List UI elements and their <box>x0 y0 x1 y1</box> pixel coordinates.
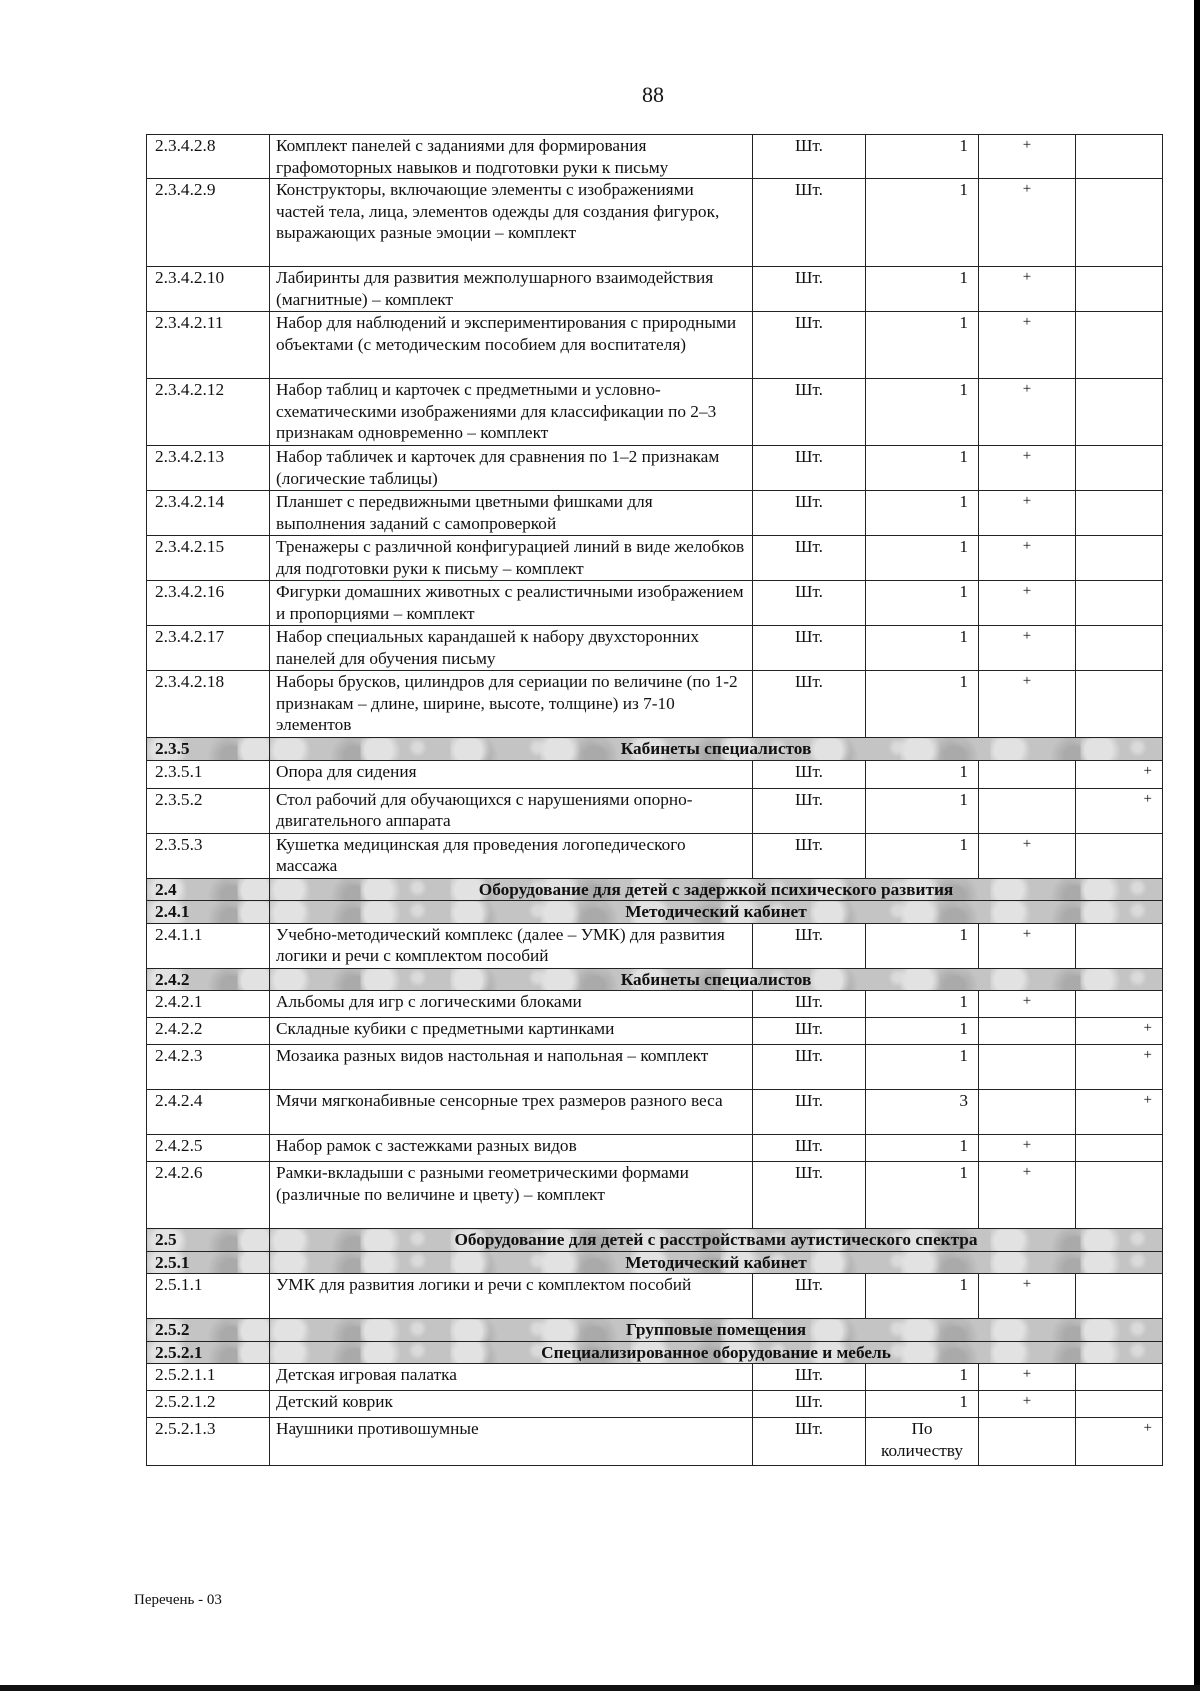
item-code: 2.3.4.2.12 <box>147 379 270 446</box>
item-unit: Шт. <box>753 671 866 738</box>
mark-column-1: + <box>979 671 1076 738</box>
item-code: 2.5.1.1 <box>147 1274 270 1319</box>
mark-column-2 <box>1076 833 1163 878</box>
item-unit: Шт. <box>753 312 866 379</box>
mark-column-2 <box>1076 1274 1163 1319</box>
table-row <box>147 1018 1163 1045</box>
mark-column-1 <box>979 760 1076 788</box>
item-code: 2.3.4.2.14 <box>147 491 270 536</box>
item-code: 2.3.4.2.9 <box>147 179 270 267</box>
mark-column-1: + <box>979 179 1076 267</box>
item-code: 2.3.5.3 <box>147 833 270 878</box>
section-title: Кабинеты специалистов <box>270 968 1163 991</box>
item-quantity: 1 <box>866 536 979 581</box>
section-code: 2.4 <box>147 878 270 901</box>
item-code: 2.5.2.1.2 <box>147 1391 270 1418</box>
section-title: Групповые помещения <box>270 1319 1163 1342</box>
mark-column-2 <box>1076 491 1163 536</box>
item-name: Набор специальных карандашей к набору двухсторонних панелей для обучения письму <box>270 626 753 671</box>
mark-column-2: + <box>1076 760 1163 788</box>
table-row <box>147 1135 1163 1162</box>
item-unit: Шт. <box>753 1135 866 1162</box>
item-quantity: 1 <box>866 760 979 788</box>
item-code: 2.3.4.2.15 <box>147 536 270 581</box>
item-unit: Шт. <box>753 135 866 179</box>
item-name: Планшет с передвижными цветными фишками для выполнения заданий с самопроверкой <box>270 491 753 536</box>
item-quantity: 1 <box>866 1135 979 1162</box>
item-code: 2.4.2.4 <box>147 1090 270 1135</box>
table-row <box>147 1274 1163 1319</box>
item-name: Лабиринты для развития межполушарного взаимодействия (магнитные) – комплект <box>270 267 753 312</box>
item-unit: Шт. <box>753 833 866 878</box>
table-row <box>147 179 1163 267</box>
item-unit: Шт. <box>753 1162 866 1229</box>
table-row <box>147 1090 1163 1135</box>
mark-column-1: + <box>979 991 1076 1018</box>
table-row <box>147 1045 1163 1090</box>
mark-column-2 <box>1076 536 1163 581</box>
item-code: 2.3.4.2.18 <box>147 671 270 738</box>
mark-column-1 <box>979 1418 1076 1466</box>
item-code: 2.4.2.2 <box>147 1018 270 1045</box>
table-row <box>147 1391 1163 1418</box>
item-quantity: 1 <box>866 491 979 536</box>
item-quantity: 3 <box>866 1090 979 1135</box>
item-name: Наборы брусков, цилиндров для сериации по величине (по 1-2 признакам – длине, ширине, высоте, толщине) из 7-10 элементов <box>270 671 753 738</box>
document-footer: Перечень - 03 <box>134 1592 222 1608</box>
table-row <box>147 312 1163 379</box>
table-row <box>147 491 1163 536</box>
item-code: 2.5.2.1.3 <box>147 1418 270 1466</box>
mark-column-2 <box>1076 1135 1163 1162</box>
item-name: Набор таблиц и карточек с предметными и условно-схематическими изображениями для классификации по 2–3 признакам одновременно – комплект <box>270 379 753 446</box>
mark-column-2: + <box>1076 1418 1163 1466</box>
mark-column-1: + <box>979 626 1076 671</box>
item-unit: Шт. <box>753 446 866 491</box>
item-quantity: По количеству <box>866 1418 979 1466</box>
mark-column-1 <box>979 1045 1076 1090</box>
section-code: 2.3.5 <box>147 738 270 761</box>
mark-column-2 <box>1076 179 1163 267</box>
mark-column-1 <box>979 1090 1076 1135</box>
item-unit: Шт. <box>753 1018 866 1045</box>
mark-column-1: + <box>979 833 1076 878</box>
item-name: Складные кубики с предметными картинками <box>270 1018 753 1045</box>
mark-column-1: + <box>979 491 1076 536</box>
item-name: Конструкторы, включающие элементы с изображениями частей тела, лица, элементов одежды для создания фигурок, выражающих разные эмоции – комплект <box>270 179 753 267</box>
item-unit: Шт. <box>753 1418 866 1466</box>
mark-column-2: + <box>1076 1090 1163 1135</box>
table-row <box>147 379 1163 446</box>
mark-column-1: + <box>979 1364 1076 1391</box>
item-quantity: 1 <box>866 1391 979 1418</box>
item-quantity: 1 <box>866 179 979 267</box>
section-row <box>147 1319 1163 1342</box>
mark-column-2 <box>1076 446 1163 491</box>
item-code: 2.3.4.2.8 <box>147 135 270 179</box>
item-unit: Шт. <box>753 267 866 312</box>
mark-column-1 <box>979 1018 1076 1045</box>
section-code: 2.5 <box>147 1229 270 1252</box>
item-code: 2.3.4.2.16 <box>147 581 270 626</box>
section-title: Методический кабинет <box>270 1251 1163 1274</box>
section-row <box>147 878 1163 901</box>
item-name: Опора для сидения <box>270 760 753 788</box>
item-quantity: 1 <box>866 626 979 671</box>
table-row <box>147 536 1163 581</box>
mark-column-1: + <box>979 312 1076 379</box>
section-code: 2.5.1 <box>147 1251 270 1274</box>
item-unit: Шт. <box>753 536 866 581</box>
item-unit: Шт. <box>753 179 866 267</box>
section-row <box>147 1341 1163 1364</box>
mark-column-1: + <box>979 1135 1076 1162</box>
item-unit: Шт. <box>753 1090 866 1135</box>
mark-column-2 <box>1076 379 1163 446</box>
item-quantity: 1 <box>866 671 979 738</box>
section-code: 2.4.2 <box>147 968 270 991</box>
mark-column-1: + <box>979 1162 1076 1229</box>
item-quantity: 1 <box>866 1045 979 1090</box>
item-quantity: 1 <box>866 833 979 878</box>
item-name: УМК для развития логики и речи с комплектом пособий <box>270 1274 753 1319</box>
item-name: Фигурки домашних животных с реалистичными изображением и пропорциями – комплект <box>270 581 753 626</box>
item-unit: Шт. <box>753 581 866 626</box>
item-code: 2.4.2.5 <box>147 1135 270 1162</box>
mark-column-2 <box>1076 991 1163 1018</box>
item-quantity: 1 <box>866 135 979 179</box>
mark-column-1: + <box>979 267 1076 312</box>
item-name: Наушники противошумные <box>270 1418 753 1466</box>
section-title: Методический кабинет <box>270 901 1163 924</box>
item-quantity: 1 <box>866 788 979 833</box>
section-row <box>147 901 1163 924</box>
item-unit: Шт. <box>753 760 866 788</box>
table-row <box>147 581 1163 626</box>
mark-column-1: + <box>979 536 1076 581</box>
mark-column-2 <box>1076 923 1163 968</box>
item-quantity: 1 <box>866 379 979 446</box>
item-unit: Шт. <box>753 788 866 833</box>
mark-column-2: + <box>1076 788 1163 833</box>
item-unit: Шт. <box>753 379 866 446</box>
mark-column-2 <box>1076 1391 1163 1418</box>
mark-column-1: + <box>979 1391 1076 1418</box>
mark-column-2 <box>1076 1364 1163 1391</box>
item-unit: Шт. <box>753 1274 866 1319</box>
item-code: 2.3.5.2 <box>147 788 270 833</box>
mark-column-2: + <box>1076 1018 1163 1045</box>
item-name: Комплект панелей с заданиями для формирования графомоторных навыков и подготовки руки к письму <box>270 135 753 179</box>
mark-column-1: + <box>979 379 1076 446</box>
table-row <box>147 788 1163 833</box>
item-unit: Шт. <box>753 491 866 536</box>
item-code: 2.5.2.1.1 <box>147 1364 270 1391</box>
item-quantity: 1 <box>866 1274 979 1319</box>
item-name: Детская игровая палатка <box>270 1364 753 1391</box>
mark-column-1: + <box>979 923 1076 968</box>
section-title: Оборудование для детей с задержкой психического развития <box>270 878 1163 901</box>
section-row <box>147 738 1163 761</box>
item-name: Стол рабочий для обучающихся с нарушениями опорно-двигательного аппарата <box>270 788 753 833</box>
item-quantity: 1 <box>866 1018 979 1045</box>
item-code: 2.4.2.6 <box>147 1162 270 1229</box>
item-quantity: 1 <box>866 446 979 491</box>
scan-edge-bottom <box>0 1685 1200 1691</box>
item-code: 2.4.1.1 <box>147 923 270 968</box>
section-code: 2.5.2 <box>147 1319 270 1342</box>
scan-edge <box>1194 0 1200 1691</box>
table-row <box>147 267 1163 312</box>
item-unit: Шт. <box>753 1045 866 1090</box>
item-name: Набор табличек и карточек для сравнения по 1–2 признакам (логические таблицы) <box>270 446 753 491</box>
section-code: 2.5.2.1 <box>147 1341 270 1364</box>
item-unit: Шт. <box>753 923 866 968</box>
mark-column-2: + <box>1076 1045 1163 1090</box>
item-name: Учебно-методический комплекс (далее – УМК) для развития логики и речи с комплектом пособий <box>270 923 753 968</box>
mark-column-2 <box>1076 1162 1163 1229</box>
item-quantity: 1 <box>866 923 979 968</box>
table-row <box>147 923 1163 968</box>
section-row <box>147 1251 1163 1274</box>
table-row <box>147 991 1163 1018</box>
section-title: Специализированное оборудование и мебель <box>270 1341 1163 1364</box>
item-code: 2.3.4.2.17 <box>147 626 270 671</box>
mark-column-2 <box>1076 626 1163 671</box>
table-row <box>147 446 1163 491</box>
table-row <box>147 1364 1163 1391</box>
item-code: 2.4.2.1 <box>147 991 270 1018</box>
section-row <box>147 1229 1163 1252</box>
item-code: 2.3.4.2.13 <box>147 446 270 491</box>
mark-column-2 <box>1076 135 1163 179</box>
table-row <box>147 760 1163 788</box>
mark-column-2 <box>1076 581 1163 626</box>
section-row <box>147 968 1163 991</box>
item-name: Рамки-вкладыши с разными геометрическими формами (различные по величине и цвету) – комплект <box>270 1162 753 1229</box>
item-code: 2.4.2.3 <box>147 1045 270 1090</box>
section-code: 2.4.1 <box>147 901 270 924</box>
mark-column-1 <box>979 788 1076 833</box>
item-unit: Шт. <box>753 1391 866 1418</box>
item-unit: Шт. <box>753 991 866 1018</box>
item-unit: Шт. <box>753 626 866 671</box>
item-unit: Шт. <box>753 1364 866 1391</box>
item-name: Набор рамок с застежками разных видов <box>270 1135 753 1162</box>
item-name: Детский коврик <box>270 1391 753 1418</box>
item-quantity: 1 <box>866 991 979 1018</box>
item-name: Альбомы для игр с логическими блоками <box>270 991 753 1018</box>
item-code: 2.3.5.1 <box>147 760 270 788</box>
table-row <box>147 833 1163 878</box>
table-row <box>147 1162 1163 1229</box>
item-name: Мячи мягконабивные сенсорные трех размеров разного веса <box>270 1090 753 1135</box>
item-name: Набор для наблюдений и экспериментирования с природными объектами (с методическим пособием для воспитателя) <box>270 312 753 379</box>
item-quantity: 1 <box>866 312 979 379</box>
mark-column-2 <box>1076 312 1163 379</box>
item-name: Тренажеры с различной конфигурацией линий в виде желобков для подготовки руки к письму – комплект <box>270 536 753 581</box>
mark-column-1: + <box>979 1274 1076 1319</box>
item-quantity: 1 <box>866 581 979 626</box>
page-number: 88 <box>642 82 664 107</box>
section-title: Кабинеты специалистов <box>270 738 1163 761</box>
item-name: Мозаика разных видов настольная и напольная – комплект <box>270 1045 753 1090</box>
equipment-table <box>146 134 1163 1466</box>
mark-column-2 <box>1076 267 1163 312</box>
item-quantity: 1 <box>866 1162 979 1229</box>
item-code: 2.3.4.2.10 <box>147 267 270 312</box>
table-row <box>147 671 1163 738</box>
mark-column-1: + <box>979 446 1076 491</box>
item-quantity: 1 <box>866 267 979 312</box>
table-row <box>147 1418 1163 1466</box>
item-quantity: 1 <box>866 1364 979 1391</box>
section-title: Оборудование для детей с расстройствами аутистического спектра <box>270 1229 1163 1252</box>
table-row <box>147 135 1163 179</box>
mark-column-2 <box>1076 671 1163 738</box>
mark-column-1: + <box>979 135 1076 179</box>
item-name: Кушетка медицинская для проведения логопедического массажа <box>270 833 753 878</box>
item-code: 2.3.4.2.11 <box>147 312 270 379</box>
mark-column-1: + <box>979 581 1076 626</box>
table-row <box>147 626 1163 671</box>
